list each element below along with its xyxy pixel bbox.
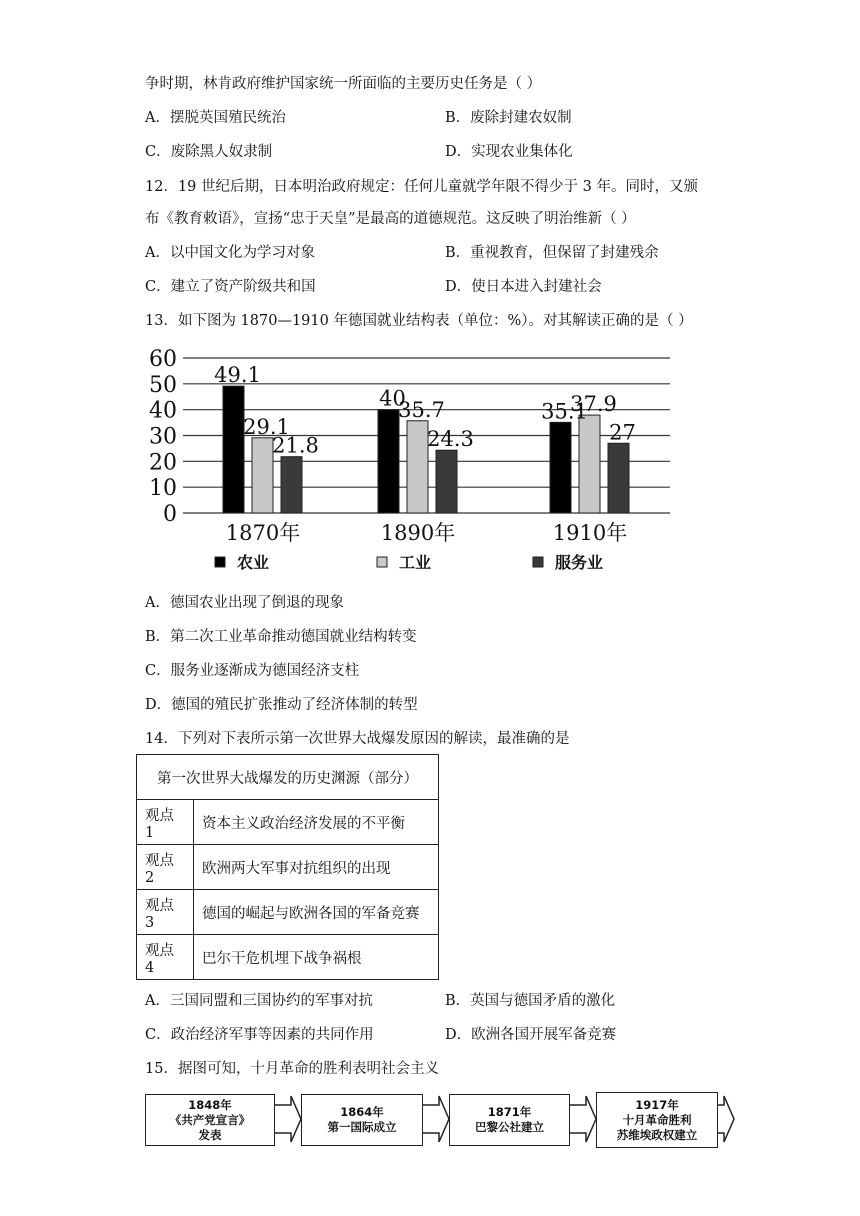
flow-year: 1864年 <box>340 1105 384 1119</box>
flow-step-1917 <box>596 1092 718 1148</box>
bar-工业 <box>252 438 273 513</box>
q11-option-d: D．实现农业集体化 <box>445 144 573 160</box>
arrow-right-icon <box>273 1096 301 1142</box>
flow-step-1871 <box>449 1094 570 1146</box>
arrow-right-icon <box>421 1096 449 1142</box>
y-tick-label: 20 <box>149 450 177 476</box>
table-row <box>137 800 439 845</box>
table-title: 第一次世界大战爆发的历史渊源（部分） <box>137 755 439 800</box>
bar-工业 <box>407 421 428 513</box>
table-row <box>137 890 439 935</box>
flow-event: 十月革命胜利 <box>622 1112 692 1127</box>
q13-stem: 13．如下图为 1870—1910 年德国就业结构表（单位：%）。对其解读正确的是（ ） <box>145 313 693 329</box>
q14-option-d: D．欧洲各国开展军备竞赛 <box>445 1027 617 1043</box>
q13-option-a: A．德国农业出现了倒退的现象 <box>145 595 344 611</box>
arrow-right-icon <box>568 1096 596 1142</box>
flow-event: 巴黎公社建立 <box>475 1120 544 1134</box>
flow-step-1864 <box>301 1094 423 1146</box>
q14-option-b: B．英国与德国矛盾的激化 <box>445 993 616 1009</box>
flow-year: 1917年 <box>635 1097 679 1112</box>
ww1-origins-table <box>136 754 439 980</box>
legend-swatch <box>215 557 225 567</box>
bar-服务业 <box>281 457 302 513</box>
bar-工业 <box>579 415 600 513</box>
q13-option-d: D．德国的殖民扩张推动了经济体制的转型 <box>145 697 418 713</box>
y-tick-label: 30 <box>149 424 177 450</box>
y-tick-label: 60 <box>149 347 177 372</box>
bar-服务业 <box>608 443 629 513</box>
table-row <box>137 935 439 980</box>
q11-option-a: A．摆脱英国殖民统治 <box>145 110 286 126</box>
bar-农业 <box>378 410 399 513</box>
flow-event: 第一国际成立 <box>327 1120 397 1134</box>
arrow-right-icon <box>716 1096 734 1142</box>
bar-value-label: 40 <box>379 386 406 411</box>
q14-option-c: C．政治经济军事等因素的共同作用 <box>145 1027 374 1043</box>
bar-value-label: 37.9 <box>570 392 617 417</box>
bar-农业 <box>223 386 244 513</box>
legend-swatch <box>533 557 543 567</box>
q14-stem: 14．下列对下表所示第一次世界大战爆发原因的解读，最准确的是 <box>145 731 570 747</box>
x-tick-label: 1870年 <box>225 521 301 545</box>
bar-value-label: 27 <box>609 420 636 445</box>
row-text: 巴尔干危机埋下战争祸根 <box>194 935 439 980</box>
employment-bar-chart <box>145 340 685 580</box>
flow-year: 1848年 <box>188 1097 232 1112</box>
q12-option-d: D．使日本进入封建社会 <box>445 279 602 295</box>
row-label: 观点 1 <box>137 800 194 845</box>
q11-option-c: C．废除黑人奴隶制 <box>145 144 273 160</box>
bar-value-label: 29.1 <box>243 414 290 439</box>
q13-option-b: B．第二次工业革命推动德国就业结构转变 <box>145 629 417 645</box>
q11-stem-continued: 争时期，林肯政府维护国家统一所面临的主要历史任务是（ ） <box>145 76 542 92</box>
legend-label: 服务业 <box>555 553 604 572</box>
q11-option-b: B．废除封建农奴制 <box>445 110 572 126</box>
bar-服务业 <box>436 450 457 513</box>
bar-value-label: 35.7 <box>398 397 445 422</box>
table-title-row <box>137 755 439 800</box>
q12-stem-line1: 12．19 世纪后期，日本明治政府规定：任何儿童就学年限不得少于 3 年。同时，又颁 <box>145 179 698 195</box>
flow-step-1848 <box>145 1094 275 1146</box>
q13-option-c: C．服务业逐渐成为德国经济支柱 <box>145 663 360 679</box>
row-text: 资本主义政治经济发展的不平衡 <box>194 800 439 845</box>
q12-stem-line2: 布《教育敕语》，宣扬“忠于天皇”是最高的道德规范。这反映了明治维新（ ） <box>145 211 636 227</box>
y-tick-label: 50 <box>149 372 177 398</box>
x-tick-label: 1910年 <box>552 521 628 545</box>
q12-option-c: C．建立了资产阶级共和国 <box>145 279 316 295</box>
y-tick-label: 10 <box>149 476 177 502</box>
flow-event-cont: 苏维埃政权建立 <box>616 1127 698 1142</box>
table-row <box>137 845 439 890</box>
q12-option-b: B．重视教育，但保留了封建残余 <box>445 245 659 261</box>
q12-option-a: A．以中国文化为学习对象 <box>145 245 315 261</box>
history-flowchart <box>145 1090 735 1150</box>
bar-value-label: 24.3 <box>427 427 474 452</box>
row-label: 观点 2 <box>137 845 194 890</box>
q15-stem: 15．据图可知，十月革命的胜利表明社会主义 <box>145 1061 439 1077</box>
row-label: 观点 3 <box>137 890 194 935</box>
row-text: 欧洲两大军事对抗组织的出现 <box>194 845 439 890</box>
y-tick-label: 0 <box>163 502 177 527</box>
legend-label: 工业 <box>399 553 432 572</box>
y-tick-label: 40 <box>149 398 177 424</box>
row-label: 观点 4 <box>137 935 194 980</box>
flow-year: 1871年 <box>487 1105 532 1119</box>
flow-event-cont: 发表 <box>198 1127 222 1142</box>
legend-label: 农业 <box>237 553 270 572</box>
row-text: 德国的崛起与欧洲各国的军备竞赛 <box>194 890 439 935</box>
bar-value-label: 35.1 <box>541 399 588 424</box>
bar-value-label: 21.8 <box>272 433 319 458</box>
x-tick-label: 1890年 <box>380 521 456 545</box>
flow-event: 《共产党宣言》 <box>169 1112 251 1127</box>
q14-option-a: A．三国同盟和三国协约的军事对抗 <box>145 993 373 1009</box>
legend-swatch <box>377 557 387 567</box>
bar-value-label: 49.1 <box>214 363 261 388</box>
bar-农业 <box>550 422 571 513</box>
